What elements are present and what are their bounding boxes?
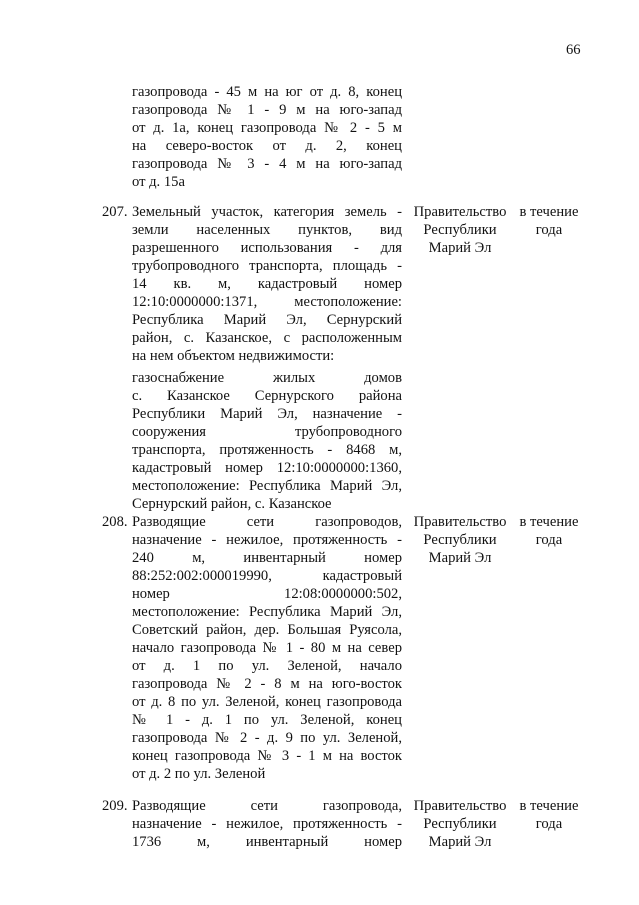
text-line: от д. 1 по ул. Зеленой, начало <box>132 658 402 674</box>
text-line: 240 м, инвентарный номер <box>132 550 402 566</box>
authority-line: Правительство <box>413 514 507 530</box>
text-line: газопровода № 2 - 8 м на юго-восток <box>132 676 402 692</box>
text-line: газопровода - 45 м на юг от д. 8, конец <box>132 84 402 100</box>
authority-line: Республики <box>423 816 497 832</box>
text-line: начало газопровода № 1 - 80 м на север <box>132 640 402 656</box>
text-line: разрешенного использования - для <box>132 240 402 256</box>
term-line: в течение <box>519 204 579 220</box>
text-line: 14 кв. м, кадастровый номер <box>132 276 402 292</box>
text-line: 12:10:0000000:1371, местоположение: <box>132 294 402 310</box>
term-line: года <box>535 222 563 238</box>
text-line: назначение - нежилое, протяженность - <box>132 816 402 832</box>
authority-line: Республики <box>423 222 497 238</box>
authority-line: Марий Эл <box>428 834 492 850</box>
authority-line: Правительство <box>413 204 507 220</box>
entry-number: 209. <box>102 798 128 814</box>
text-line: Разводящие сети газопровода, <box>132 798 402 814</box>
text-line: конец газопровода № 3 - 1 м на восток <box>132 748 402 764</box>
text-line: на нем объектом недвижимости: <box>132 348 335 364</box>
text-line: район, с. Казанское, с расположенным <box>132 330 402 346</box>
text-line: газопровода № 2 - д. 9 по ул. Зеленой, <box>132 730 402 746</box>
text-line: трубопроводного транспорта, площадь - <box>132 258 402 274</box>
authority-line: Правительство <box>413 798 507 814</box>
text-line: Земельный участок, категория земель - <box>132 204 402 220</box>
text-line: транспорта, протяженность - 8468 м, <box>132 442 402 458</box>
text-line: Разводящие сети газопроводов, <box>132 514 402 530</box>
text-line: земли населенных пунктов, вид <box>132 222 402 238</box>
text-line: с. Казанское Сернурского района <box>132 388 402 404</box>
text-line: сооружения трубопроводного <box>132 424 402 440</box>
text-line: газоснабжение жилых домов <box>132 370 402 386</box>
term-line: года <box>535 532 563 548</box>
text-line: номер 12:08:0000000:502, <box>132 586 402 602</box>
text-line: Республика Марий Эл, Сернурский <box>132 312 402 328</box>
text-line: газопровода № 3 - 4 м на юго-запад <box>132 156 402 172</box>
text-line: № 1 - д. 1 по ул. Зеленой, конец <box>132 712 402 728</box>
authority-line: Республики <box>423 532 497 548</box>
text-line: газопровода № 1 - 9 м на юго-запад <box>132 102 402 118</box>
text-line: местоположение: Республика Марий Эл, <box>132 478 402 494</box>
text-line: кадастровый номер 12:10:0000000:1360, <box>132 460 402 476</box>
text-line: Советский район, дер. Большая Руясола, <box>132 622 402 638</box>
page-number: 66 <box>566 42 581 58</box>
term-line: года <box>535 816 563 832</box>
entry-number: 207. <box>102 204 128 220</box>
text-line: от д. 15а <box>132 174 185 190</box>
text-line: назначение - нежилое, протяженность - <box>132 532 402 548</box>
term-line: в течение <box>519 514 579 530</box>
text-line: от д. 2 по ул. Зеленой <box>132 766 266 782</box>
entry-number: 208. <box>102 514 128 530</box>
authority-line: Марий Эл <box>428 550 492 566</box>
text-line: 1736 м, инвентарный номер <box>132 834 402 850</box>
authority-line: Марий Эл <box>428 240 492 256</box>
text-line: 88:252:002:000019990, кадастровый <box>132 568 402 584</box>
text-line: Республики Марий Эл, назначение - <box>132 406 402 422</box>
text-line: Сернурский район, с. Казанское <box>132 496 332 512</box>
text-line: местоположение: Республика Марий Эл, <box>132 604 402 620</box>
text-line: от д. 8 по ул. Зеленой, конец газопровода <box>132 694 402 710</box>
text-line: от д. 1а, конец газопровода № 2 - 5 м <box>132 120 402 136</box>
term-line: в течение <box>519 798 579 814</box>
text-line: на северо-восток от д. 2, конец <box>132 138 402 154</box>
